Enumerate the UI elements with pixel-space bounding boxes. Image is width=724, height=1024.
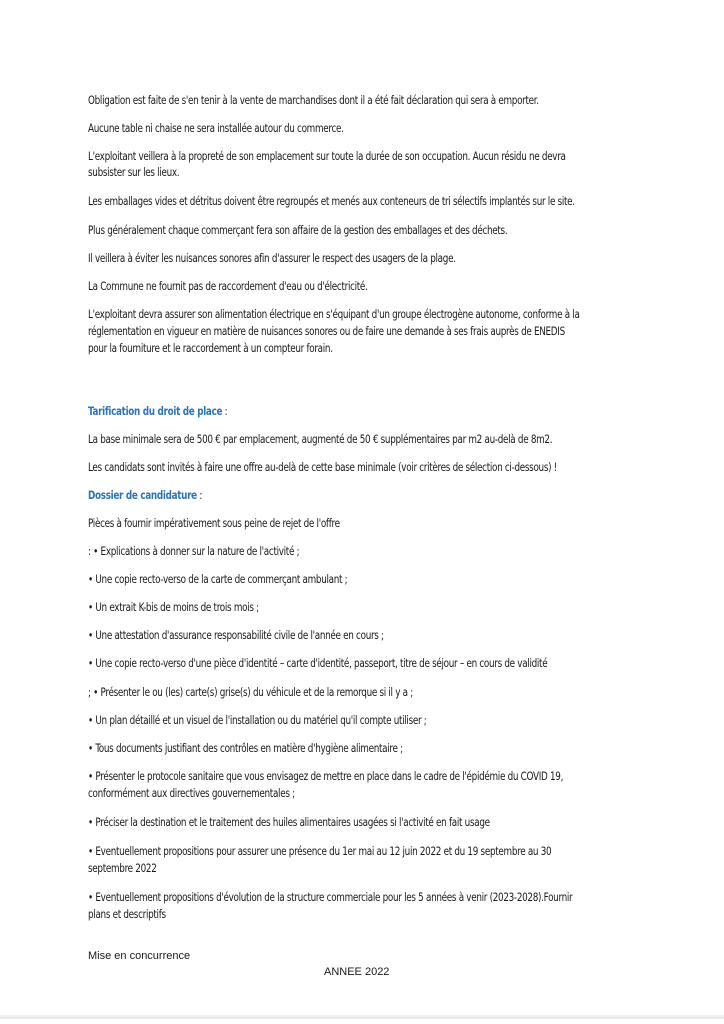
paragraph-line: pour la fourniture et le raccordement à un compteur forain.: [88, 341, 333, 355]
list-item: • Eventuellement propositions pour assurer une présence du 1er mai au 12 juin 2022 et du 19 septembre au 30: [88, 844, 552, 858]
footer-label: Mise en concurrence: [88, 950, 191, 962]
paragraph-line: La Commune ne fournit pas de raccordement d'eau ou d'électricité.: [88, 279, 368, 293]
paragraph-line: L'exploitant devra assurer son alimentation électrique en s'équipant d'un groupe électrogène autonome, conforme à la: [88, 307, 580, 321]
list-item-continuation: conformément aux directives gouvernementales ;: [88, 786, 295, 800]
list-item: • Un extrait K-bis de moins de trois mois ;: [88, 600, 259, 614]
section-heading-tarification: [88, 403, 227, 419]
paragraph-line: subsister sur les lieux.: [88, 165, 180, 179]
heading-tarification: Tarification du droit de place: [88, 404, 223, 418]
paragraph-line: Aucune table ni chaise ne sera installée autour du commerce.: [88, 121, 344, 135]
list-item: • Un plan détaillé et un visuel de l'installation ou du matériel qu'il compte utiliser ;: [88, 713, 427, 727]
paragraph-line: réglementation en vigueur en matière de nuisances sonores ou de faire une demande à ses frais auprès de ENEDIS: [88, 324, 565, 338]
heading-colon: :: [196, 488, 203, 502]
heading-dossier: Dossier de candidature: [88, 488, 197, 502]
list-item-continuation: septembre 2022: [88, 861, 157, 875]
tarification-line: Les candidats sont invités à faire une offre au-delà de cette base minimale (voir critères de sélection ci-dessous) !: [88, 460, 557, 474]
list-item: • Préciser la destination et le traitement des huiles alimentaires usagées si l'activité en fait usage: [88, 815, 490, 829]
footer-year: ANNEE 2022: [324, 966, 390, 978]
paragraph-line: L'exploitant veillera à la propreté de son emplacement sur toute la durée de son occupation. Aucun résidu ne devra: [88, 149, 566, 163]
list-item-continuation: plans et descriptifs: [88, 907, 166, 921]
paragraph-line: Les emballages vides et détritus doivent être regroupés et menés aux conteneurs de tri sélectifs implantés sur le site.: [88, 194, 575, 208]
list-item: ; • Présenter le ou (les) carte(s) grise(s) du véhicule et de la remorque si il y a ;: [88, 685, 413, 699]
dossier-intro: Pièces à fournir impérativement sous peine de rejet de l'offre: [88, 516, 340, 530]
list-item: • Tous documents justifiant des contrôles en matière d'hygiène alimentaire ;: [88, 741, 403, 755]
list-item: • Une copie recto-verso de la carte de commerçant ambulant ;: [88, 572, 348, 586]
page-edge-divider: [0, 1015, 724, 1019]
list-item: • Une attestation d'assurance responsabilité civile de l'année en cours ;: [88, 628, 384, 642]
list-item: • Une copie recto-verso d'une pièce d'identité – carte d'identité, passeport, titre de séjour – en cours de validité: [88, 656, 548, 670]
tarification-line: La base minimale sera de 500 € par emplacement, augmenté de 50 € supplémentaires par m2 au-delà de 8m2.: [88, 432, 553, 446]
section-heading-dossier: [88, 487, 202, 503]
list-item: • Présenter le protocole sanitaire que vous envisagez de mettre en place dans le cadre de l'épidémie du COVID 19,: [88, 769, 564, 783]
heading-colon: :: [222, 404, 228, 418]
paragraph-line: Plus généralement chaque commerçant fera son affaire de la gestion des emballages et des déchets.: [88, 223, 508, 237]
list-item: • Eventuellement propositions d'évolution de la structure commerciale pour les 5 années à venir (2023-2028).Fournir: [88, 890, 573, 904]
paragraph-line: Il veillera à éviter les nuisances sonores afin d'assurer le respect des usagers de la plage.: [88, 251, 456, 265]
paragraph-line: Obligation est faite de s'en tenir à la vente de marchandises dont il a été fait déclaration qui sera à emporter.: [88, 93, 539, 107]
list-item: : • Explications à donner sur la nature de l'activité ;: [88, 544, 300, 558]
